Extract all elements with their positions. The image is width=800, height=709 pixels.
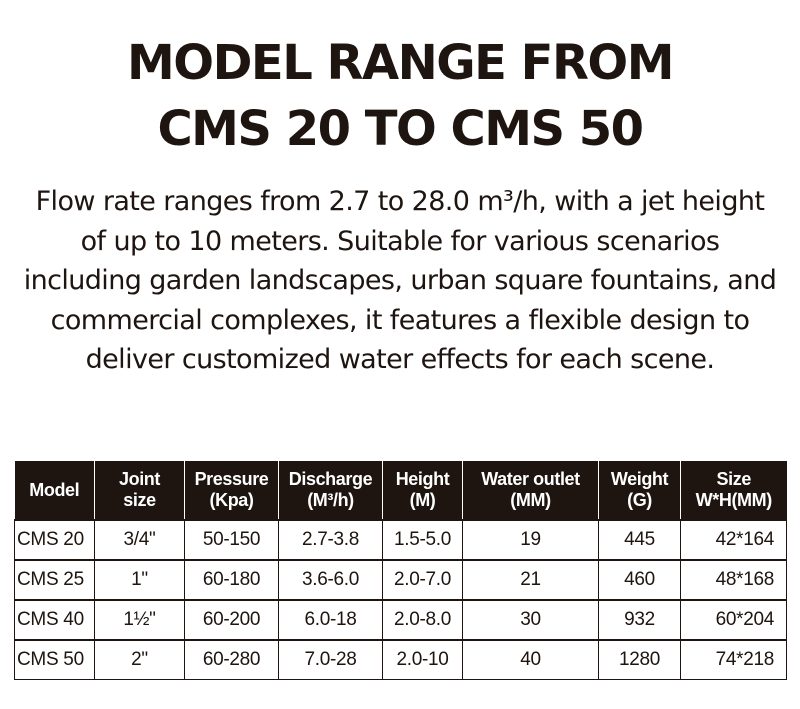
column-header [463,461,599,520]
column-header [185,461,279,520]
table-cell: 48*168 [681,560,787,600]
column-header [383,461,463,520]
table-header [15,461,787,520]
column-header-line: Size [716,469,751,489]
table-cell: 2" [95,640,185,680]
table-cell: 42*164 [681,520,787,560]
column-header-line: Joint [119,469,160,489]
table-cell: 6.0-18 [279,600,383,640]
table-row [15,600,787,640]
column-header-line: Height [395,469,450,489]
table-cell: 445 [599,520,681,560]
table-cell: 2.7-3.8 [279,520,383,560]
table-cell: 3.6-6.0 [279,560,383,600]
column-header-line: (M³/h) [307,490,354,510]
table-cell: 60-280 [185,640,279,680]
table-cell: 30 [463,600,599,640]
column-header-line: W*H(MM) [695,490,772,510]
table-cell: 2.0-8.0 [383,600,463,640]
table-cell: 19 [463,520,599,560]
table-cell: 40 [463,640,599,680]
column-header-line: Model [29,479,80,500]
column-header-line: Discharge [288,469,373,489]
column-header-line: (G) [627,490,652,510]
column-header [95,461,185,520]
table-cell: 3/4" [95,520,185,560]
table-cell: 932 [599,600,681,640]
column-header [681,461,787,520]
column-header-line: Weight [610,469,669,489]
table-row [15,640,787,680]
table-cell: 1½" [95,600,185,640]
table-cell: 1" [95,560,185,600]
column-header [279,461,383,520]
table-cell: 1.5-5.0 [383,520,463,560]
column-header-line: Pressure [194,469,269,489]
model-spec-table [14,461,787,680]
table-cell: 50-150 [185,520,279,560]
table-cell: CMS 25 [15,560,95,600]
column-header [15,461,95,520]
column-header-line: Water outlet [481,469,580,489]
table-row [15,520,787,560]
table-cell: 60*204 [681,600,787,640]
table-cell: 460 [599,560,681,600]
table-cell: 21 [463,560,599,600]
description-paragraph: Flow rate ranges from 2.7 to 28.0 m³/h, with a jet height of up to 10 meters. Suitable for various scenarios including garden landscapes, urban square fountains, and commercial complexes, it features a flexible design to deliver customized water effects for each scene. [23,186,777,375]
column-header-line: (MM) [510,490,551,510]
title-line-2: CMS 20 TO CMS 50 [157,101,643,157]
table-cell: 1280 [599,640,681,680]
column-header-line: (M) [409,490,436,510]
table-row [15,560,787,600]
table-cell: 74*218 [681,640,787,680]
title-line-1: MODEL RANGE FROM [127,35,673,91]
table-header-row [15,461,787,520]
column-header [599,461,681,520]
table-cell: 2.0-7.0 [383,560,463,600]
page-title [0,30,800,162]
table-cell: 7.0-28 [279,640,383,680]
table-cell: 2.0-10 [383,640,463,680]
table-cell: CMS 40 [15,600,95,640]
table-cell: 60-180 [185,560,279,600]
table-cell: CMS 50 [15,640,95,680]
table-body [15,520,787,680]
column-header-line: size [123,490,156,510]
table-cell: 60-200 [185,600,279,640]
table-cell: CMS 20 [15,520,95,560]
column-header-line: (Kpa) [209,490,254,510]
